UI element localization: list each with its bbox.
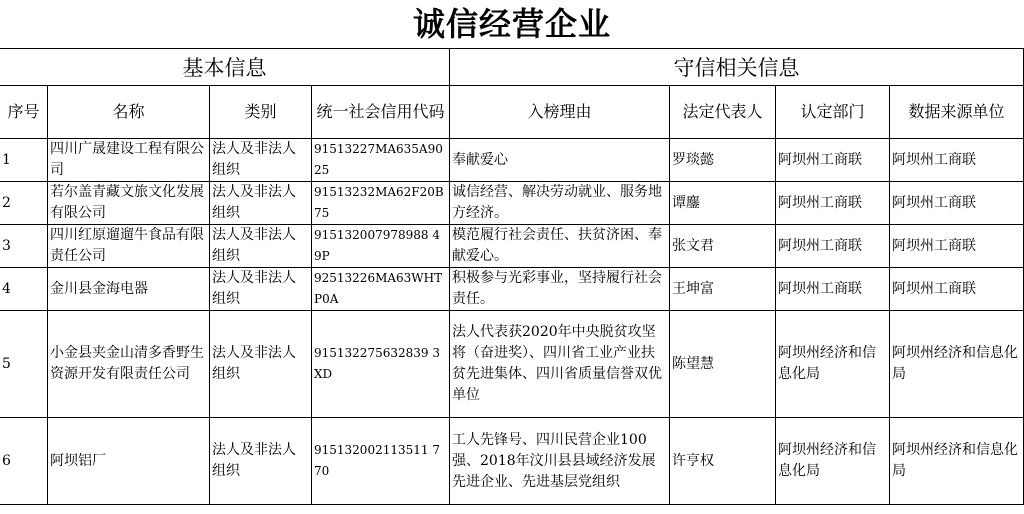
cell-code: 91513227MA635A9025 <box>312 139 450 182</box>
cell-source: 阿坝州工商联 <box>890 225 1024 268</box>
cell-reason-text: 法人代表获2020年中央脱贫攻坚将（奋进奖）、四川省工业产业扶贫先进集体、四川省质量信誉双优单位 <box>452 324 662 403</box>
table-row <box>0 139 1024 182</box>
cell-source: 阿坝州经济和信息化局 <box>890 311 1024 418</box>
table-row <box>0 225 1024 268</box>
cell-name: 阿坝铝厂 <box>48 418 210 505</box>
column-header-source: 数据来源单位 <box>890 86 1024 139</box>
cell-rep: 罗琰懿 <box>670 139 776 182</box>
cell-code: 915132275632839 3XD <box>312 311 450 418</box>
column-header-row <box>0 86 1024 139</box>
enterprise-table <box>0 48 1024 505</box>
table-row <box>0 418 1024 505</box>
page-title: 诚信经营企业 <box>412 5 611 43</box>
group-header-row <box>0 49 1024 86</box>
cell-dept: 阿坝州工商联 <box>776 268 890 311</box>
cell-source: 阿坝州经济和信息化局 <box>890 418 1024 505</box>
cell-code: 915132002113511 770 <box>312 418 450 505</box>
cell-reason: 奉献爱心 <box>450 139 670 182</box>
cell-category: 法人及非法人组织 <box>210 311 312 418</box>
cell-dept: 阿坝州经济和信息化局 <box>776 311 890 418</box>
cell-code: 92513226MA63WHTP0A <box>312 268 450 311</box>
column-header-code: 统一社会信用代码 <box>312 86 450 139</box>
column-header-no: 序号 <box>0 86 48 139</box>
group-header-related: 守信相关信息 <box>450 49 1024 86</box>
cell-name: 若尔盖青藏文旅文化发展有限公司 <box>48 182 210 225</box>
cell-no: 1 <box>0 139 48 182</box>
cell-dept: 阿坝州工商联 <box>776 139 890 182</box>
cell-code: 91513232MA62F20B75 <box>312 182 450 225</box>
cell-no: 6 <box>0 418 48 505</box>
column-header-rep: 法定代表人 <box>670 86 776 139</box>
cell-reason: 积极参与光彩事业，坚持履行社会责任。 <box>450 268 670 311</box>
cell-rep: 许亨权 <box>670 418 776 505</box>
cell-category: 法人及非法人组织 <box>210 182 312 225</box>
cell-reason-text: 工人先锋号、四川民营企业100强、2018年汶川县县域经济发展先进企业、先进基层党组织 <box>452 431 656 490</box>
cell-name: 四川红原遛遛牛食品有限责任公司 <box>48 225 210 268</box>
cell-name: 小金县夹金山清多香野生资源开发有限责任公司 <box>48 311 210 418</box>
cell-category: 法人及非法人组织 <box>210 268 312 311</box>
table-row <box>0 311 1024 418</box>
cell-rep: 王坤富 <box>670 268 776 311</box>
column-header-category: 类别 <box>210 86 312 139</box>
cell-no: 5 <box>0 311 48 418</box>
group-header-basic: 基本信息 <box>0 49 450 86</box>
cell-category: 法人及非法人组织 <box>210 225 312 268</box>
cell-source: 阿坝州工商联 <box>890 268 1024 311</box>
cell-rep: 陈望慧 <box>670 311 776 418</box>
cell-source: 阿坝州工商联 <box>890 139 1024 182</box>
cell-reason: 诚信经营、解决劳动就业、服务地方经济。 <box>450 182 670 225</box>
column-header-dept: 认定部门 <box>776 86 890 139</box>
cell-dept: 阿坝州工商联 <box>776 182 890 225</box>
cell-source: 阿坝州工商联 <box>890 182 1024 225</box>
table-row <box>0 182 1024 225</box>
cell-category: 法人及非法人组织 <box>210 418 312 505</box>
table-row <box>0 268 1024 311</box>
column-header-name: 名称 <box>48 86 210 139</box>
column-header-reason: 入榜理由 <box>450 86 670 139</box>
cell-name: 四川广晟建设工程有限公司 <box>48 139 210 182</box>
cell-reason: 模范履行社会责任、扶贫济困、奉献爱心。 <box>450 225 670 268</box>
cell-dept: 阿坝州经济和信息化局 <box>776 418 890 505</box>
cell-reason <box>450 311 670 418</box>
cell-name: 金川县金海电器 <box>48 268 210 311</box>
cell-rep: 谭鏖 <box>670 182 776 225</box>
cell-code: 915132007978988 49P <box>312 225 450 268</box>
cell-no: 4 <box>0 268 48 311</box>
cell-category: 法人及非法人组织 <box>210 139 312 182</box>
cell-rep: 张文君 <box>670 225 776 268</box>
cell-no: 3 <box>0 225 48 268</box>
cell-dept: 阿坝州工商联 <box>776 225 890 268</box>
cell-reason <box>450 418 670 505</box>
cell-no: 2 <box>0 182 48 225</box>
